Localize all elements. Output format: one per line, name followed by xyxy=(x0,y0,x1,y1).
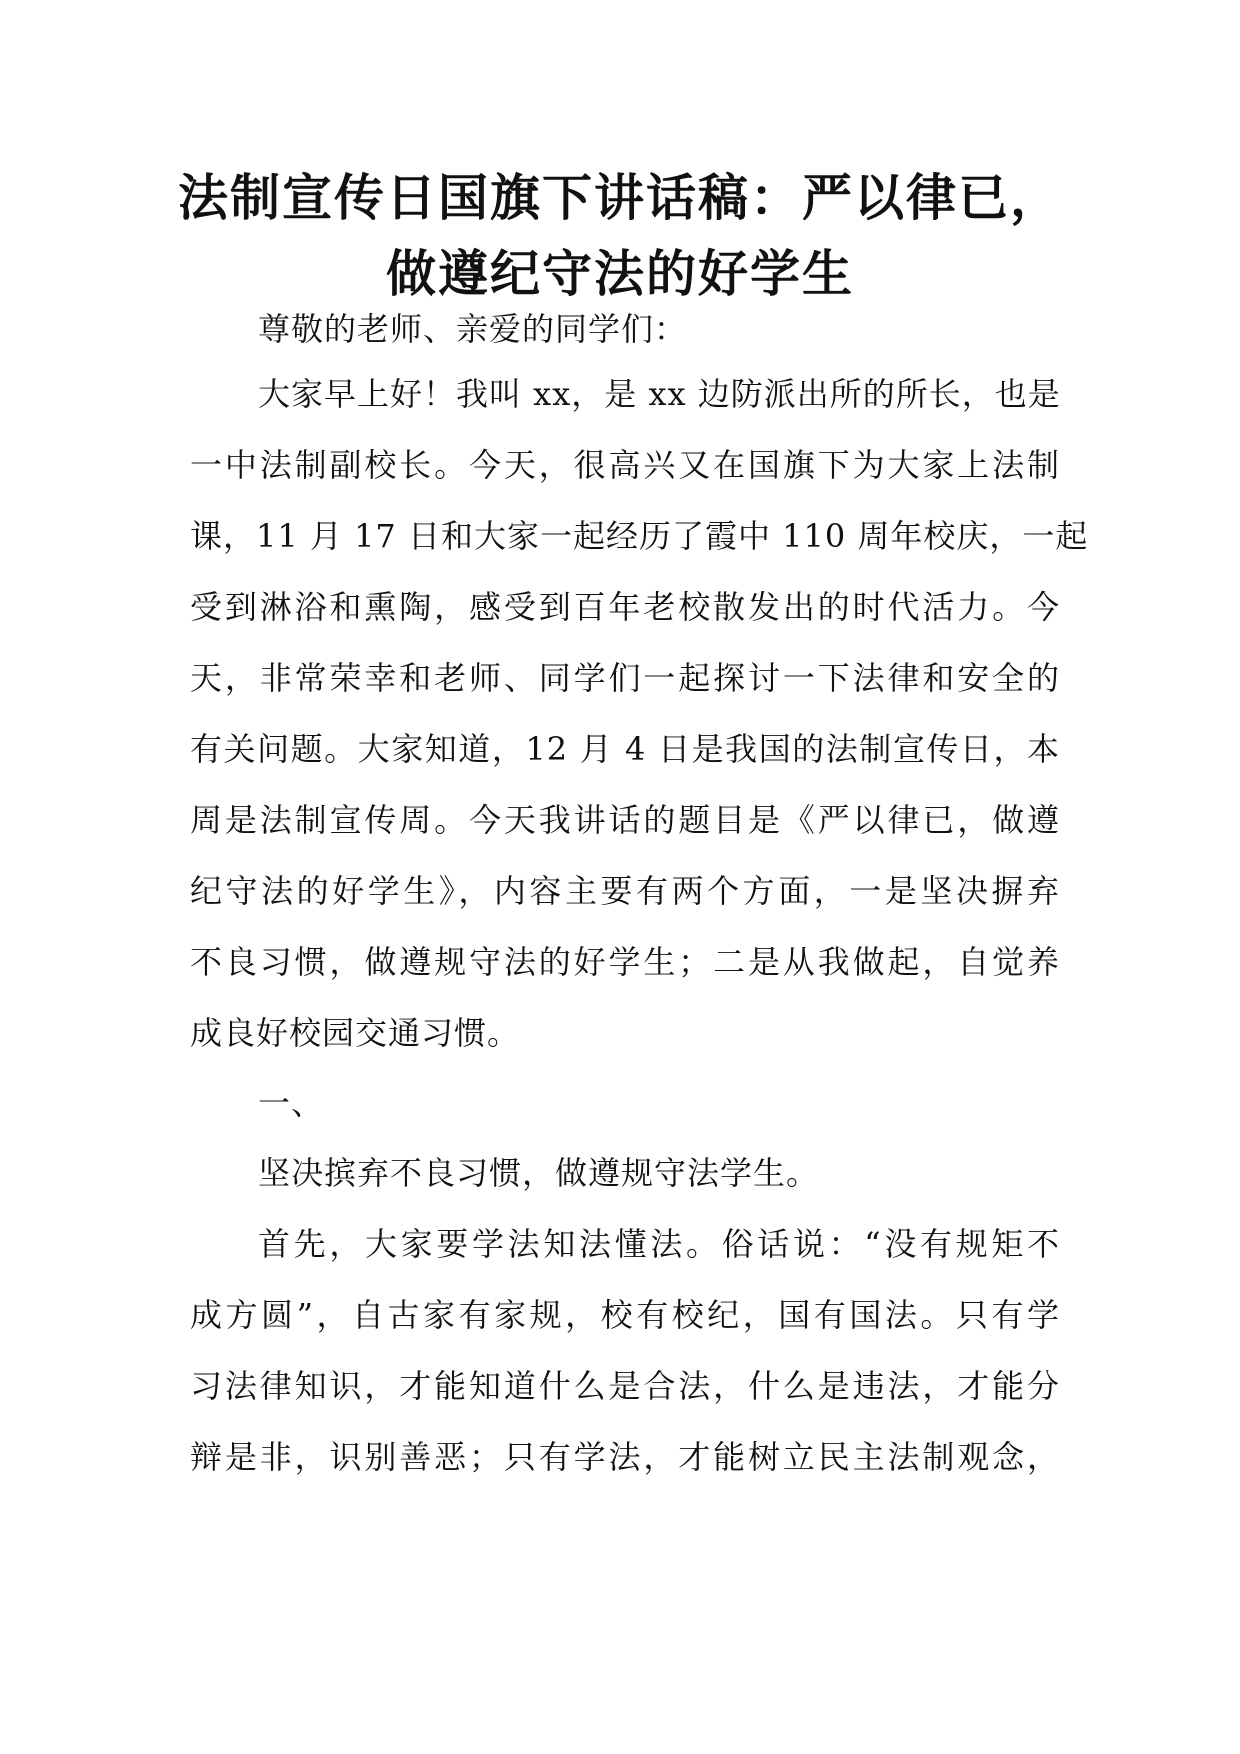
paragraph-1-line: 周是法制宣传周。今天我讲话的题目是《严以律已，做遵 xyxy=(190,801,1060,839)
paragraph-1-line: 纪守法的好学生》，内容主要有两个方面，一是坚决摒弃 xyxy=(190,872,1060,910)
paragraph-1-line: 不良习惯，做遵规守法的好学生；二是从我做起，自觉养 xyxy=(190,943,1060,981)
section-heading: 坚决摈弃不良习惯，做遵规守法学生。 xyxy=(258,1154,820,1192)
section-number: 一、 xyxy=(258,1084,325,1122)
paragraph-2-line: 辩是非，识别善恶；只有学法，才能树立民主法制观念， xyxy=(190,1438,1060,1476)
paragraph-2-line: 成方圆”，自古家有家规，校有校纪，国有国法。只有学 xyxy=(190,1296,1060,1334)
document-title-line-1: 法制宣传日国旗下讲话稿：严以律已， xyxy=(178,169,1062,227)
paragraph-1-line: 成良好校园交通习惯。 xyxy=(190,1014,521,1052)
paragraph-1-line: 一中法制副校长。今天，很高兴又在国旗下为大家上法制 xyxy=(190,446,1060,484)
paragraph-1-line: 受到淋浴和熏陶，感受到百年老校散发出的时代活力。今 xyxy=(190,588,1060,626)
salutation: 尊敬的老师、亲爱的同学们： xyxy=(258,310,688,348)
document-title-line-2: 做遵纪守法的好学生 xyxy=(386,245,854,303)
paragraph-1-line: 有关问题。大家知道，12 月 4 日是我国的法制宣传日，本 xyxy=(190,730,1060,768)
paragraph-1-line: 天，非常荣幸和老师、同学们一起探讨一下法律和安全的 xyxy=(190,659,1060,697)
paragraph-1-line: 课，11 月 17 日和大家一起经历了霞中 110 周年校庆，一起 xyxy=(190,517,1089,555)
paragraph-2-line: 首先，大家要学法知法懂法。俗话说：“没有规矩不 xyxy=(258,1225,1060,1263)
paragraph-2-line: 习法律知识，才能知道什么是合法，什么是违法，才能分 xyxy=(190,1367,1060,1405)
paragraph-1-line: 大家早上好！我叫 xx，是 xx 边防派出所的所长，也是 xyxy=(258,375,1061,413)
